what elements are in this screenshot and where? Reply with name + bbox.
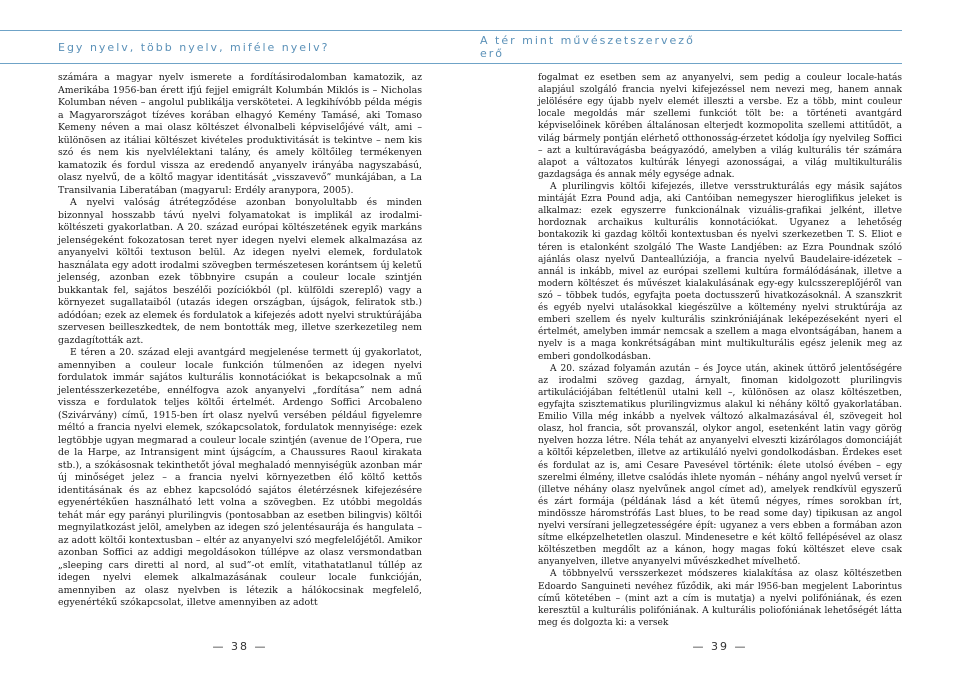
paragraph: számára a magyar nyelv ismerete a fordításirodalomban kamatozik, az Amerikába 1956-ban érett ifjú fejjel emigrált Kolumbán Miklós is – Nicholas Kolumban néven – angolul publikálja verskötetei. A legkihívóbb példa mégis a Magyarországot tízéves korában elhagyó Kemény Tamásé, aki Tomaso Kemeny néven a mai olasz költészet élvonalbeli képviselőjévé vált, ami – különösen az itáliai költészet kivételes produktivitását is tekintve – nem kis szó és nem kis nyelvlélektani talány, és amely költőileg termékenyen kamatozik és fordul vissza az eredendő anyanyelv irányába nagyszabású, olasz nyelvű, de a költő magyar identitását „visszavevő” munkájában, a La Transilvania Liberatában (magyarul: Erdély aranypora, 2005). bbox=[58, 72, 422, 196]
paragraph: A többnyelvű versszerkezet módszeres kialakítása az olasz költészetben Edoardo Sanguineti nevéhez fűződik, aki már l956-ban megjelent Laborintus című kötetében – (mint azt a cím is mutatja) a nyelvi polifóniának, és ezen keresztül a kulturális polifóniának. A kulturális poliofóniának lehetőségét látta meg és dolgozta ki: a versek bbox=[538, 569, 902, 628]
running-header-right-text: A tér mint művészetszervező erő bbox=[480, 34, 695, 60]
right-page bbox=[480, 0, 960, 686]
paragraph: A 20. század folyamán azután – és Joyce után, akinek úttörő jelentőségére az irodalmi szöveg gazdag, árnyalt, finoman kidolgozott plurilingvis artikulációjában feltétlenül utalni kell –, különösen az olasz költészetben, egyfajta szisztematikus plurilingvizmus alakul ki néhány költő gyakorlatában. Emilio Villa még inkább a nyelvek változó alkalmazásával él, szövegeit hol olasz, hol francia, sőt provanszál, olykor angol, esetenként latin vagy görög nyelven hozza létre. Néla tehát az anyanyelvi elveszti kizárólagos domonciáját a költői képzeletben, illetve az artikuláló nyelvi gondolkodásban. Érdekes eset és fordulat az is, ami Cesare Pavesével történik: élete utolsó évében – egy szerelmi élmény, illetve csalódás ihlete nyomán – néhány angol nyelvű verset ír (illetve néhány olasz nyelvűnek angol címet ad), amelyek rendkívül egyszerű és zárt formája (példának lásd a két ütemű négyes, rímes sorokban írt, mindössze háromstrófás Last blues, to be read some day) tipikusan az angol nyelvi versírani jellegzetességére épít: ugyanez a vers ebben a formában azon sítme elképzelhetetlen olaszul. Mindenesetre e két költő fellépésével az olasz költészetben megdőlt az a kánon, hogy magas fokú költészet eleve csak anyanyelven, illetve anyanyelvi művészkedhet mívelhető. bbox=[538, 363, 902, 568]
running-header-right bbox=[480, 30, 902, 64]
running-header-left bbox=[0, 30, 480, 64]
body-text-left bbox=[58, 72, 422, 610]
paragraph: A nyelvi valóság átrétegződése azonban bonyolultabb és minden bizonnyal hosszabb távú nyelvi folyamatokat is implikál az irodalmi-költészeti gyakorlatban. A 20. század európai költészetének egyik markáns jelenségeként fokozatosan teret nyer idegen nyelvi elemek alkalmazása az anyanyelvi költői textuson belül. Az idegen nyelvi elemek, fordulatok használata egy adott irodalmi szövegben természetesen korántsem új keletű jelenség, azonban ezek többnyire csupán a couleur locale szintjén bukkantak fel, sajátos beszélői pozíciókból (pl. külföldi szereplő) vagy a környezet sugallataiból (utazás idegen országban, újságok, feliratok stb.) adódóan; ezek az elemek és fordulatok a kifejezés adott nyelvi struktúrájába szervesen beilleszkedtek, de nem bontották meg, illetve szerkezetileg nem gazdagították azt. bbox=[58, 197, 422, 346]
paragraph: E téren a 20. század eleji avantgárd megjelenése termett új gyakorlatot, amennyiben a couleur locale funkción túlmenően az idegen nyelvi fordulatok immár sajátos kulturális konnotációkat is bekapcsolnak a mű jelentésszerkezetébe, ennélfogva azok anyanyelvi „fordítása” nem adná vissza e fordulatok teljes költői értelmét. Ardengo Soffici Arcobaleno (Szivárvány) című, 1915-ben írt olasz nyelvű versében például figyelemre méltó a francia nyelvi elemek, szókapcsolatok, fordulatok mennyisége: ezek legtöbbje ugyan megmarad a couleur locale szintjén (avenue de l’Opera, rue de la Harpe, az Intransigent mint újságcím, a Chaussures Raoul kirakata stb.), a szókásosnak tekinthetőt jóval meghaladó mennyiségük azonban már új minőséget jelez – a francia nyelvi környezetben élő költő kettős identitásának és az ebhez kapcsolódó sajátos életérzésnek kifejezésére egyenértékűen használható lett volna a szövegben. Ez utóbbi megoldás tehát már egy parányi plurilingvis (pontosabban az esetben bilingvis) költői megnyilatkozást jelöl, amelyben az idegen szó jelentésaurája és hangulata – az adott költői kontextusban – eltér az anyanyelvi szó megfelelőjétől. Amikor azonban Soffici az addigi megoldásokon túllépve az olasz versmondatban „sleeping cars diretti al nord, al sud”-ot említ, vitathatatlanul túllép az idegen nyelvi elemek alkalmazásának couleur locale funkcióján, amennyiben az olasz nyelvben is létezik a hálókocsinak megfelelő, egyenértékű szókapcsolat, illetve amennyiben az adott bbox=[58, 347, 422, 608]
page-number-right: — 39 — bbox=[692, 640, 748, 653]
body-text-right bbox=[538, 72, 902, 629]
running-header-left-text: Egy nyelv, több nyelv, miféle nyelv? bbox=[58, 40, 330, 54]
page-number-left: — 38 — bbox=[212, 640, 268, 653]
paragraph: A plurilingvis költői kifejezés, illetve versstrukturálás egy másik sajátos mintáját Ezra Pound adja, aki Cantóiban nemegyszer hieroglifikus jeleket is alkalmaz: ezek egyszerre funkcionálnak vizuális-grafikai jelként, illetve hordoznak archaikus kulturális konnotációkat. Ugyanez a lehetőség bontakozik ki gazdag költői kontextusban és nyelvi szerkezetben T. S. Eliot e téren is etalonként szolgáló The Waste Landjében: az Ezra Poundnak szóló ajánlás olasz nyelvű Danteallúziója, a francia nyelvű Baudelaire-idézetek – annál is inkább, mivel az európai szellemi kultúra formálódásának, illetve a modern költészet és művészet kialakulásának egy-egy kulcsszereplőjéről van szó – többek tudós, egyfajta poeta doctusszerű hivatkozásoknál. A szanszkrit és egyéb nyelvi utalásokkal kiegészülve a költemény nyelvi struktúrája az emberi szellem és nyelv kulturális szinkróniájának leképezéseként nyeri el értelmét, amelyben immár nemcsak a szellem a maga elvontságában, hanem a nyelv is a maga konkrétságában mint multikulturális egész jelenik meg az emberi gondolkodásban. bbox=[538, 181, 902, 362]
paragraph: fogalmat ez esetben sem az anyanyelvi, sem pedig a couleur locale-hatás alapjául szolgáló francia nyelvi kifejezéssel nem nevezi meg, hanem annak jelölésére egy újabb nyelv elemét illeszti a versbe. Ez a több, mint couleur locale megoldás már szellemi funkciót tölt be: a történeti avantgárd képviselőinek körében általánosan elterjedt kozmopolita szellemi attitűdöt, a világ bármely pontján elérhető otthonosság-érzetet kódolja így nyelvileg Soffici – azt a kultúravágásba beágyazódó, amelyben a világ kulturális tér számára alapot a változatos kultúrák lényegi azonosságai, a világ multikulturális gazdagsága és annak mély egysége adnak. bbox=[538, 73, 902, 180]
